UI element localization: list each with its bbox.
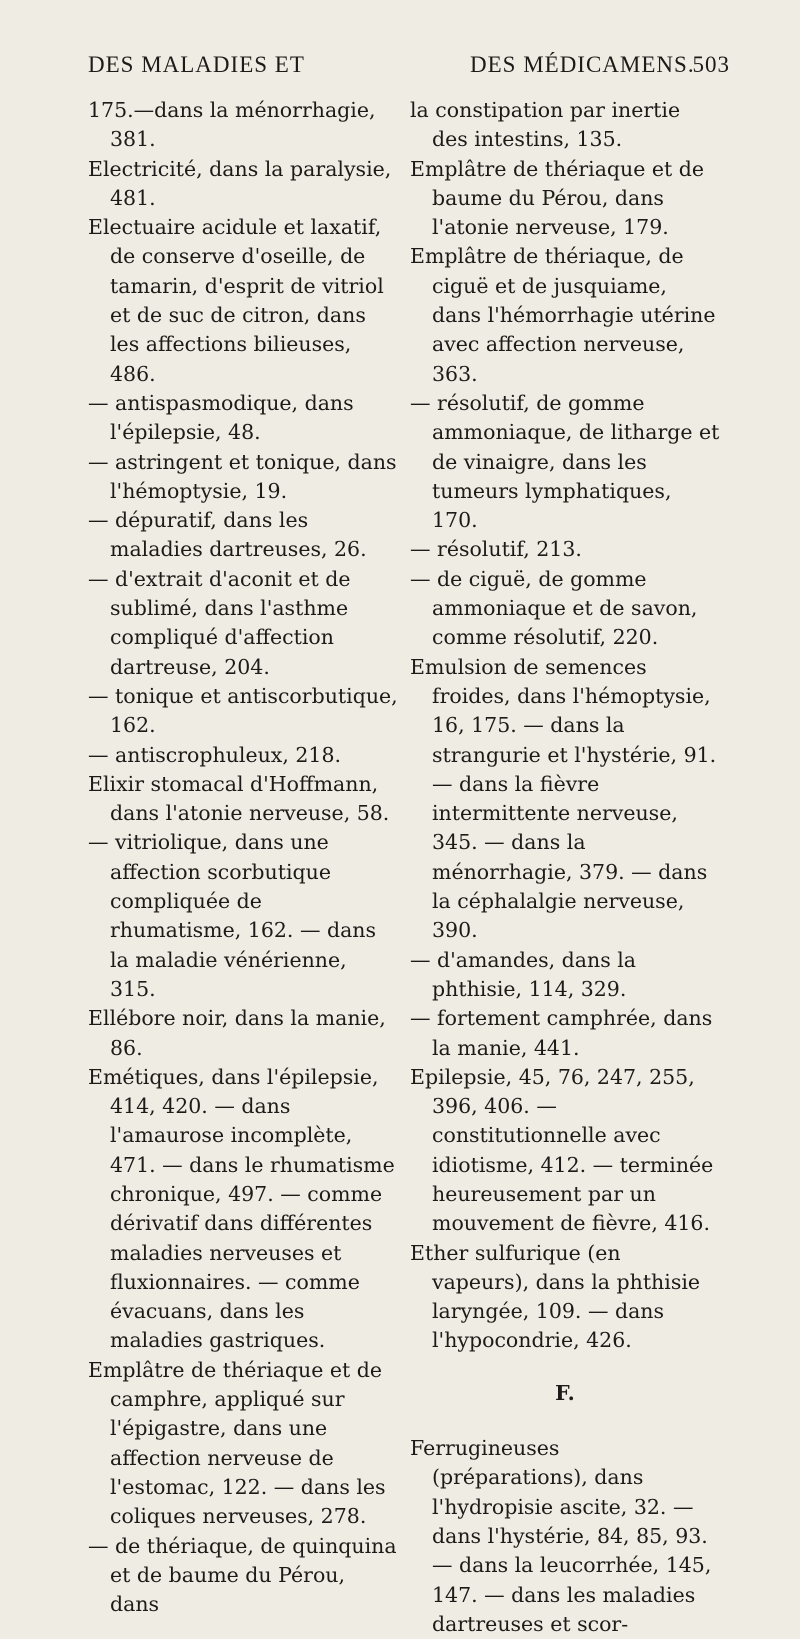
index-entry: Ether sulfurique (en vapeurs), dans la phthisie laryngée, 109. — dans l'hypocondrie, 426. [410,1240,701,1353]
header-left: DES MALADIES ET [88,52,305,77]
running-header [78,52,730,92]
index-entry: Ellébore noir, dans la manie, 86. [88,1006,386,1060]
index-entry: — résolutif, de gomme ammoniaque, de litharge et de vinaigre, dans les tumeurs lymphatiques, 170. [410,390,720,533]
index-entry: Ferrugineuses (préparations), dans l'hydropisie ascite, 32. — dans l'hystérie, 84, 85, 93. — dans la leucorrhée, 145, 147. — dans les maladies dartreuses et scor- [410,1436,712,1636]
index-entry: — fortement camphrée, dans la manie, 441. [410,1006,713,1060]
index-entry: Emulsion de semences froides, dans l'hémoptysie, 16, 175. — dans la strangurie et l'hystérie, 91. — dans la fièvre intermittente nerveuse, 345. — dans la ménorrhagie, 379. — dans la céphalalgie nerveuse, 390. [410,654,717,943]
left-column [88,96,398,1619]
section-letter: F. [555,1380,575,1405]
index-entry: Elixir stomacal d'Hoffmann, dans l'atonie nerveuse, 58. [88,771,390,826]
index-entry: — résolutif, 213. [410,537,582,562]
index-entry: — astringent et tonique, dans l'hémoptysie, 19. [88,449,397,503]
index-entry: — antispasmodique, dans l'épilepsie, 48. [88,390,354,445]
index-entry: Emplâtre de thériaque et de camphre, appliqué sur l'épigastre, dans une affection nerveuse de l'estomac, 122. — dans les coliques nerveuses, 278. [88,1357,386,1529]
page-number: 503 [692,52,730,77]
index-entry: Emplâtre de thériaque et de baume du Pérou, dans l'atonie nerveuse, 179. [410,156,705,240]
index-entry: — antiscrophuleux, 218. [88,742,342,767]
index-entry: — de thériaque, de quinquina et de baume du Pérou, dans [88,1533,397,1617]
index-entry: Epilepsie, 45, 76, 247, 255, 396, 406. — constitutionnelle avec idiotisme, 412. — terminée heureusement par un mouvement de fièvre, 416. [410,1064,714,1236]
index-entry: — vitriolique, dans une affection scorbutique compliquée de rhumatisme, 162. — dans la maladie vénérienne, 315. [88,830,377,1001]
index-entry: — tonique et antiscorbutique, 162. [88,683,398,738]
index-entry: — dépuratif, dans les maladies dartreuses, 26. [88,508,367,562]
index-entry: — d'amandes, dans la phthisie, 114, 329. [410,947,637,1001]
index-entry: Electricité, dans la paralysie, 481. [88,156,392,210]
index-entry: la constipation par inertie des intestins, 135. [410,98,681,152]
index-entry: — d'extrait d'aconit et de sublimé, dans l'asthme compliqué d'affection dartreuse, 204. [88,566,351,679]
index-entry: Emétiques, dans l'épilepsie, 414, 420. — dans l'amaurose incomplète, 471. — dans le rhumatisme chronique, 497. — comme dérivatif dans différentes maladies nerveuses et fluxionnaires. — comme évacuans, dans les maladies gastriques. [88,1064,395,1353]
index-entry: Electuaire acidule et laxatif, de conserve d'oseille, de tamarin, d'esprit de vitriol et de suc de citron, dans les affections bilieuses, 486. [88,215,384,386]
index-entry: — de ciguë, de gomme ammoniaque et de savon, comme résolutif, 220. [410,566,698,650]
right-column [410,96,720,1639]
index-entry: 175.—dans la ménorrhagie, 381. [88,98,376,152]
header-right: DES MÉDICAMENS. [470,52,695,77]
index-entry: Emplâtre de thériaque, de ciguë et de jusquiame, dans l'hémorrhagie utérine avec affection nerveuse, 363. [410,244,716,386]
